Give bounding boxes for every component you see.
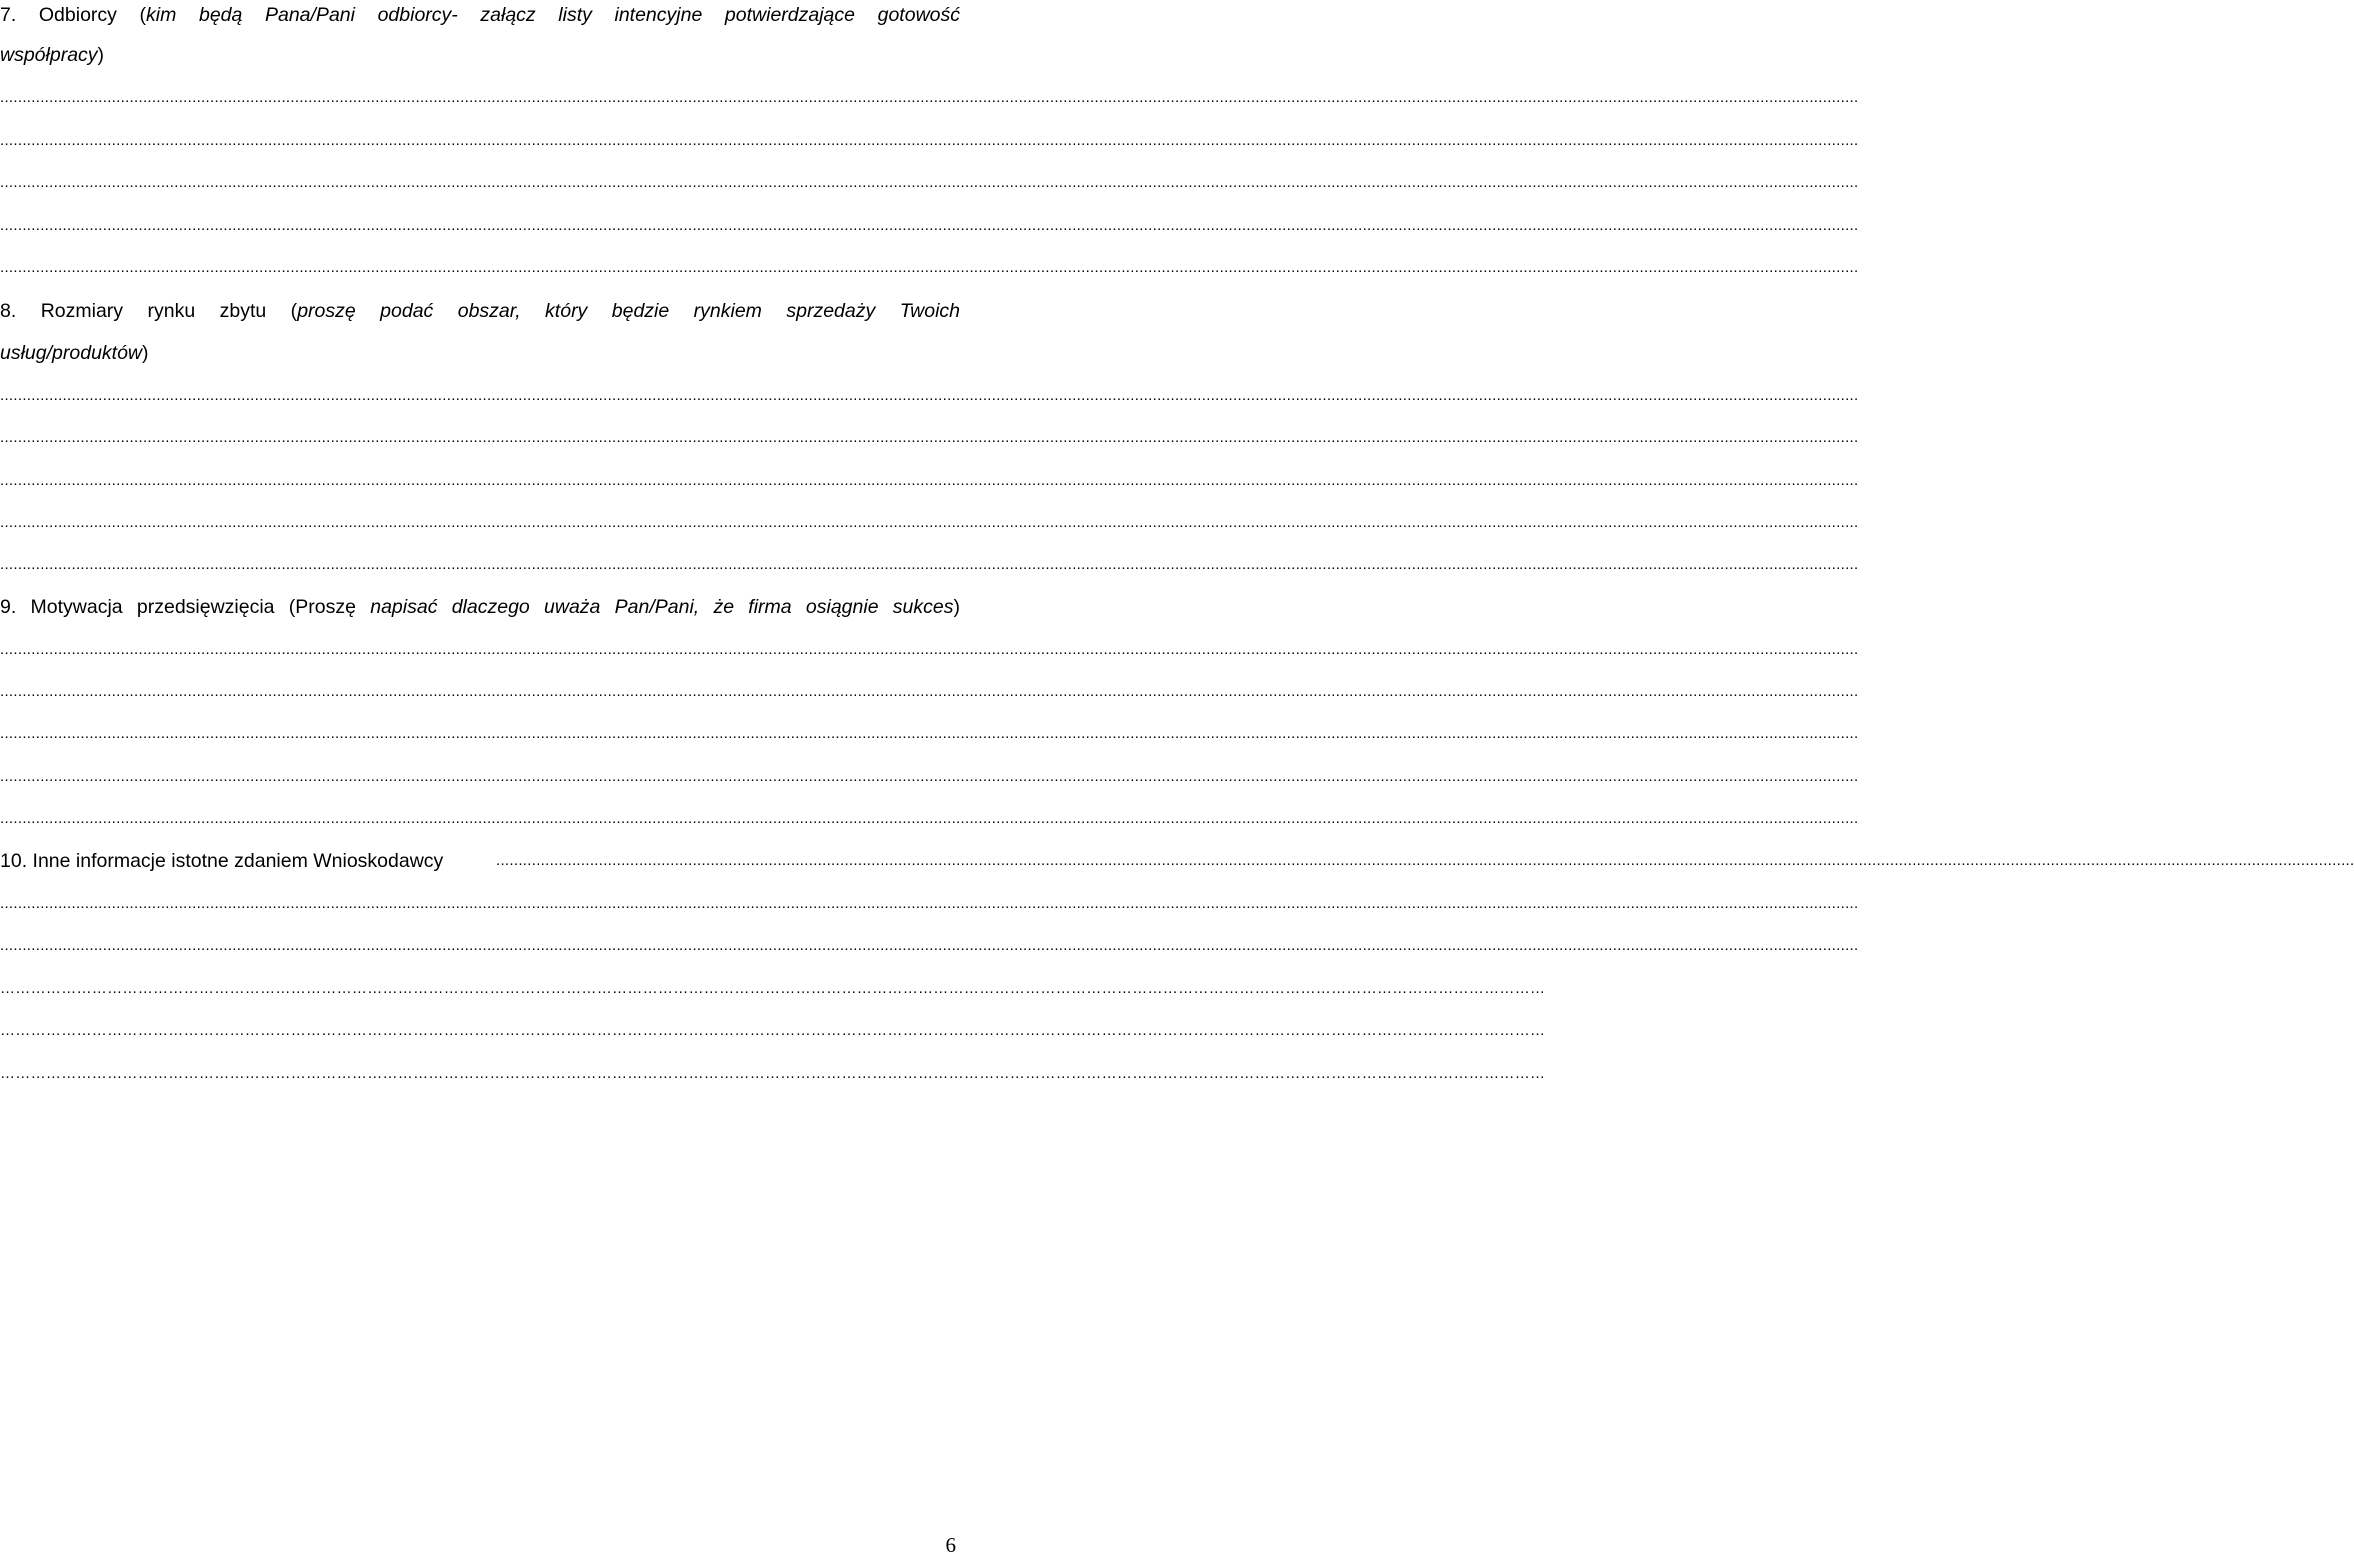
section-7-heading-cont bbox=[0, 40, 960, 70]
section-9-hint: napisać dlaczego uważa Pan/Pani, że firma osiągnie sukces bbox=[370, 596, 954, 618]
section-8-heading-cont bbox=[0, 338, 960, 368]
answer-line[interactable]: ................................................................................................................................................................................................................................................................................................................................................................................................................................ bbox=[0, 89, 1859, 106]
answer-line[interactable]: ................................................................................................................................................................................................................................................................................................................................................................................................................................ bbox=[0, 725, 1859, 742]
answer-line[interactable]: …………………………………………………………………………………………………………………………………………………………………………………………………………………………………………………………………………… bbox=[0, 1065, 1546, 1082]
section-7-hint-cont: współpracy bbox=[0, 44, 98, 66]
section-7-label: 7. Odbiorcy ( bbox=[0, 4, 147, 26]
answer-line[interactable]: ................................................................................................................................................................................................................................................................................................................................................................................................................................ bbox=[0, 556, 1859, 573]
answer-line[interactable]: ................................................................................................................................................................................................................................................................................................................................................................................................................................ bbox=[0, 259, 1859, 276]
answer-line[interactable]: ................................................................................................................................................................................................................................................................................................................................................................................................................................ bbox=[0, 387, 1859, 404]
section-8-heading bbox=[0, 296, 960, 326]
answer-line[interactable]: …………………………………………………………………………………………………………………………………………………………………………………………………………………………………………………………………………… bbox=[0, 1022, 1546, 1039]
answer-line[interactable]: ................................................................................................................................................................................................................................................................................................................................................................................................................................ bbox=[0, 641, 1859, 658]
answer-line[interactable]: ................................................................................................................................................................................................................................................................................................................................................................................................................................ bbox=[0, 937, 1859, 954]
section-9-heading bbox=[0, 592, 960, 622]
section-8-close-paren: ) bbox=[142, 342, 149, 364]
answer-line[interactable]: ................................................................................................................................................................................................................................................................................................................................................................................................................................ bbox=[0, 132, 1859, 149]
answer-line[interactable]: ................................................................................................................................................................................................................................................................................................................................................................................................................................ bbox=[0, 810, 1859, 827]
section-8-label: 8. Rozmiary rynku zbytu ( bbox=[0, 300, 298, 322]
section-8-hint: proszę podać obszar, który będzie rynkiem sprzedaży Twoich bbox=[297, 300, 961, 322]
section-7-heading bbox=[0, 0, 960, 30]
section-7-close-paren: ) bbox=[97, 44, 105, 66]
answer-line[interactable]: ................................................................................................................................................................................................................................................................................................................................................................................................................................ bbox=[0, 768, 1859, 785]
answer-line[interactable]: ................................................................................................................................................................................................................................................................................................................................................................................................................................ bbox=[0, 514, 1859, 531]
answer-line[interactable]: ................................................................................................................................................................................................................................................................................................................................................................................................................................ bbox=[0, 174, 1859, 191]
answer-line-inline[interactable]: ................................................................................................................................................................................................................................................................................................................................................................................................................................ bbox=[496, 852, 2354, 869]
answer-line[interactable]: ................................................................................................................................................................................................................................................................................................................................................................................................................................ bbox=[0, 472, 1859, 489]
section-9-label: 9. Motywacja przedsięwzięcia (Proszę bbox=[0, 596, 371, 618]
answer-line[interactable]: ................................................................................................................................................................................................................................................................................................................................................................................................................................ bbox=[0, 217, 1859, 234]
section-8-hint-cont: usług/produktów bbox=[0, 342, 143, 364]
answer-line[interactable]: ................................................................................................................................................................................................................................................................................................................................................................................................................................ bbox=[0, 429, 1859, 446]
answer-line[interactable]: ................................................................................................................................................................................................................................................................................................................................................................................................................................ bbox=[0, 683, 1859, 700]
page-number: 6 bbox=[945, 1533, 956, 1557]
answer-line[interactable]: ................................................................................................................................................................................................................................................................................................................................................................................................................................ bbox=[0, 895, 1859, 912]
section-7-hint: kim będą Pana/Pani odbiorcy- załącz listy intencyjne potwierdzające gotowość bbox=[146, 4, 960, 26]
section-10-label: 10. Inne informacje istotne zdaniem Wnioskodawcy bbox=[0, 850, 444, 872]
section-9-close-paren: ) bbox=[953, 596, 960, 618]
answer-line[interactable]: …………………………………………………………………………………………………………………………………………………………………………………………………………………………………………………………………………… bbox=[0, 980, 1546, 997]
